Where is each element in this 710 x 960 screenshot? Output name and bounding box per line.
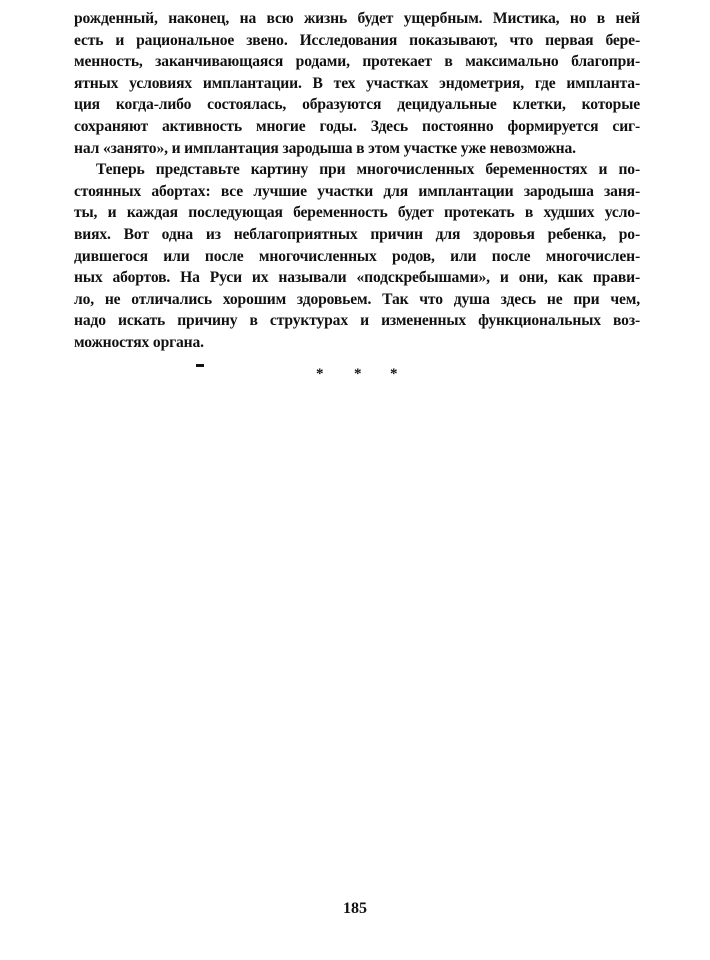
text-line: стоянных абортах: все лучшие участки для имплантации зародыша заня- [74,182,640,200]
separator-star: * [390,366,398,382]
text-line: надо искать причину в структурах и измененных функциональных воз- [74,312,640,330]
paragraph-1 [74,8,640,159]
separator-star: * [316,366,324,382]
text-line: ция когда-либо состоялась, образуются децидуальные клетки, которые [74,96,640,114]
text-line: ятных условиях имплантации. В тех участках эндометрия, где импланта- [74,74,640,92]
text-line: ты, и каждая последующая беременность будет протекать в худших усло- [74,204,640,222]
text-line: рожденный, наконец, на всю жизнь будет ущербным. Мистика, но в ней [74,10,640,27]
text-line: ло, не отличались хорошим здоровьем. Так что душа здесь не при чем, [74,290,640,308]
section-separator [316,366,406,382]
paragraph-2 [74,159,640,353]
page-number: 185 [343,900,367,917]
text-line: Теперь представьте картину при многочисленных беременностях и по- [96,161,640,179]
text-line: есть и рациональное звено. Исследования показывают, что первая бере- [74,31,640,49]
text-line: менность, заканчивающаяся родами, протекает в максимально благопри- [74,53,640,71]
text-line: дившегося или после многочисленных родов, или после многочислен- [74,247,640,265]
body-text [74,8,640,354]
stray-dash-mark [196,364,204,367]
text-line: сохраняют активность многие годы. Здесь постоянно формируется сиг- [74,117,640,135]
text-line: виях. Вот одна из неблагоприятных причин для здоровья ребенка, ро- [74,225,640,243]
text-line: нал «занято», и имплантация зародыша в этом участке уже невозможна. [74,139,576,157]
text-line: можностях органа. [74,333,204,351]
text-line: ных абортов. На Руси их называли «подскребышами», и они, как прави- [74,269,640,287]
separator-star: * [354,366,362,382]
